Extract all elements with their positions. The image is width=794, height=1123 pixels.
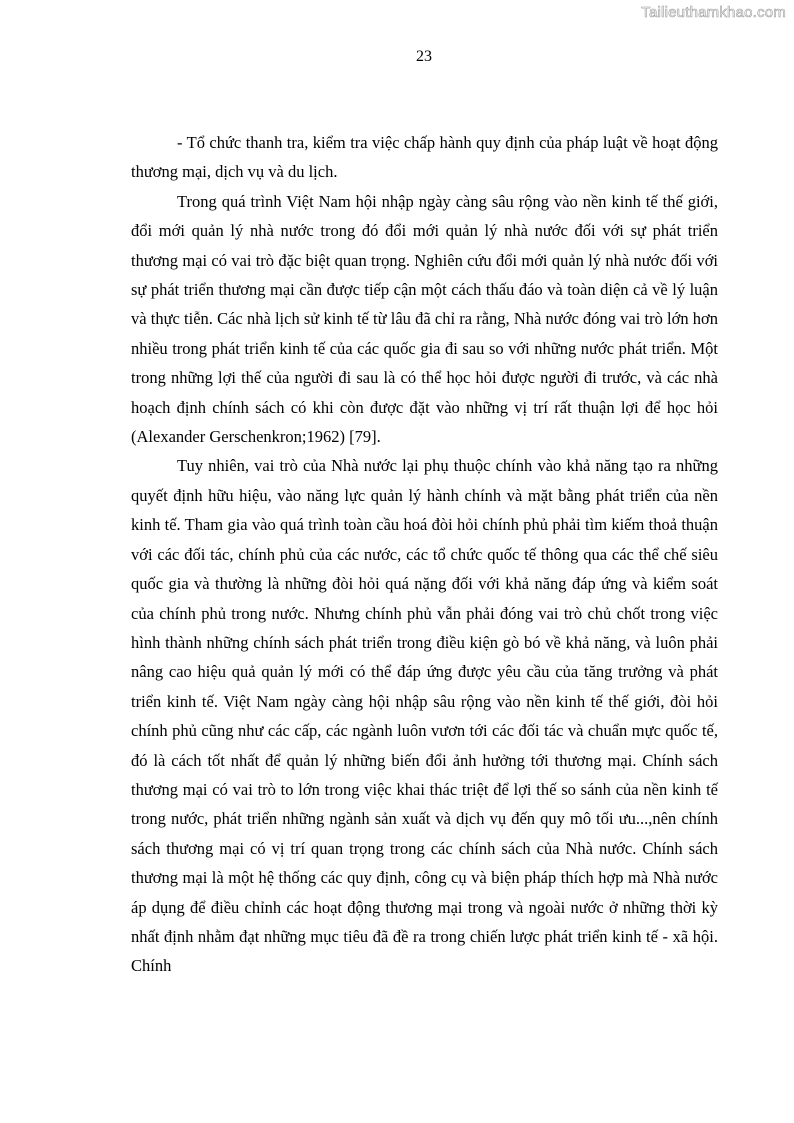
- page-number: 23: [416, 48, 432, 65]
- paragraph-2: Trong quá trình Việt Nam hội nhập ngày càng sâu rộng vào nền kinh tế thế giới, đổi mới quản lý nhà nước trong đó đổi mới quản lý nhà nước đối với sự phát triển thương mại có vai trò đặc biệt quan trọng. Nghiên cứu đổi mới quản lý nhà nước đối với sự phát triển thương mại cần được tiếp cận một cách thấu đáo và toàn diện cả về lý luận và thực tiễn. Các nhà lịch sử kinh tế từ lâu đã chỉ ra rằng, Nhà nước đóng vai trò lớn hơn nhiều trong phát triển kinh tế của các quốc gia đi sau so với những nước phát triển. Một trong những lợi thế của người đi sau là có thể học hỏi được người đi trước, và các nhà hoạch định chính sách có khi còn được đặt vào những vị trí rất thuận lợi để học hỏi (Alexander Gerschenkron;1962) [79].: [131, 191, 718, 447]
- watermark: Tailieuthamkhao.com: [641, 4, 786, 21]
- paragraph-1: - Tổ chức thanh tra, kiểm tra việc chấp hành quy định của pháp luật về hoạt động thương mại, dịch vụ và du lịch.: [131, 133, 718, 182]
- paragraph-3: Tuy nhiên, vai trò của Nhà nước lại phụ thuộc chính vào khả năng tạo ra những quyết định hữu hiệu, vào năng lực quản lý hành chính và mặt bằng phát triển của nền kinh tế. Tham gia vào quá trình toàn cầu hoá đòi hỏi chính phủ phải tìm kiếm thoả thuận với các đối tác, chính phủ của các nước, các tổ chức quốc tế thông qua các thể chế siêu quốc gia và thường là những đòi hỏi quá nặng đối với khả năng đáp ứng và kiểm soát của chính phủ trong nước. Nhưng chính phủ vẫn phải đóng vai trò chủ chốt trong việc hình thành những chính sách phát triển trong điều kiện gò bó về khả năng, và luôn phải nâng cao hiệu quả quản lý mới có thể đáp ứng được yêu cầu của tăng trưởng và phát triển kinh tế. Việt Nam ngày càng hội nhập sâu rộng vào nền kinh tế thế giới, đòi hỏi chính phủ cũng như các cấp, các ngành luôn vươn tới các đối tác và chuẩn mực quốc tế, đó là cách tốt nhất để quản lý những biến đổi ảnh hưởng tới thương mại. Chính sách thương mại có vai trò to lớn trong việc khai thác triệt để lợi thế so sánh của nền kinh tế trong nước, phát triển những ngành sản xuất và dịch vụ đến quy mô tối ưu...,nên chính sách thương mại có vị trí quan trọng trong các chính sách của Nhà nước. Chính sách thương mại là một hệ thống các quy định, công cụ và biện pháp thích hợp mà Nhà nước áp dụng để điều chỉnh các hoạt động thương mại trong và ngoài nước ở những thời kỳ nhất định nhằm đạt những mục tiêu đã đề ra trong chiến lược phát triển kinh tế - xã hội. Chính: [131, 456, 718, 976]
- document-body: [131, 128, 718, 981]
